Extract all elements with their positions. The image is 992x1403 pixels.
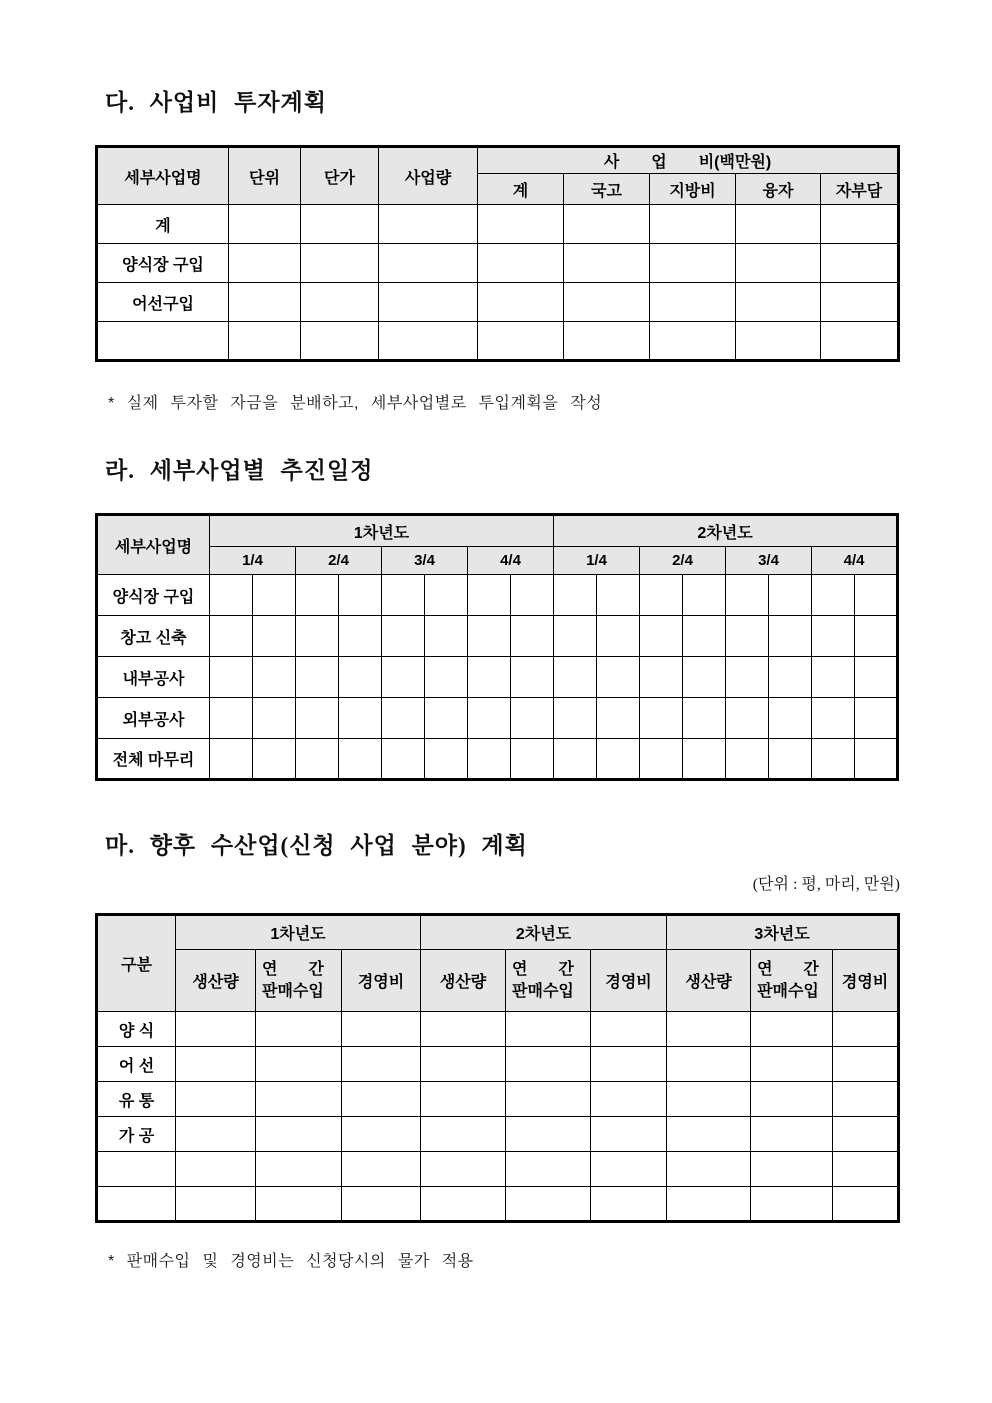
schedule-table (95, 513, 899, 781)
row-label: 어선구입 (97, 283, 229, 322)
empty-cell (833, 1047, 899, 1082)
empty-cell (640, 739, 683, 780)
empty-cell (855, 657, 898, 698)
empty-cell (640, 698, 683, 739)
empty-cell (468, 739, 511, 780)
empty-cell (833, 1012, 899, 1047)
row-label: 내부공사 (97, 657, 210, 698)
empty-cell (855, 575, 898, 616)
empty-cell (640, 616, 683, 657)
empty-cell (229, 205, 301, 244)
empty-cell (210, 575, 253, 616)
empty-cell (478, 322, 564, 361)
empty-cell (736, 244, 821, 283)
empty-cell (296, 698, 339, 739)
empty-cell (342, 1187, 421, 1222)
empty-cell (421, 1187, 506, 1222)
empty-cell (564, 244, 650, 283)
col-header-category: 구분 (97, 915, 176, 1012)
empty-cell (421, 1082, 506, 1117)
col-header-unit: 단위 (229, 147, 301, 205)
table-header-row (97, 547, 898, 575)
empty-cell (511, 616, 554, 657)
empty-cell (736, 283, 821, 322)
annual-income-label (262, 959, 324, 1002)
col-header-cost-total: 계 (478, 174, 564, 205)
table-row (97, 322, 899, 361)
empty-cell (176, 1047, 256, 1082)
table-header-row (97, 915, 899, 950)
col-header-year-3: 3차년도 (667, 915, 899, 950)
empty-cell (812, 698, 855, 739)
col-header-year-2: 2차년도 (421, 915, 667, 950)
empty-cell (597, 657, 640, 698)
empty-cell (301, 244, 379, 283)
col-header-cost-local: 지방비 (650, 174, 736, 205)
empty-cell (751, 1082, 833, 1117)
empty-cell (256, 1187, 342, 1222)
empty-cell (597, 739, 640, 780)
empty-cell (176, 1187, 256, 1222)
annual-income-word-1: 연 (262, 960, 278, 978)
unit-note: (단위 : 평, 마리, 만원) (752, 876, 900, 893)
empty-cell (726, 616, 769, 657)
col-header-annual-income (506, 950, 591, 1012)
empty-cell (769, 616, 812, 657)
empty-cell (382, 698, 425, 739)
empty-cell (382, 739, 425, 780)
empty-cell (342, 1082, 421, 1117)
empty-cell (591, 1012, 667, 1047)
col-header-quarter: 1/4 (210, 547, 296, 575)
empty-cell (812, 616, 855, 657)
empty-cell (342, 1012, 421, 1047)
annual-income-word-2: 간 (558, 960, 574, 978)
empty-cell (468, 616, 511, 657)
empty-cell (506, 1047, 591, 1082)
annual-income-word-3: 판매수입 (757, 982, 819, 1000)
empty-cell (650, 205, 736, 244)
empty-cell (667, 1117, 751, 1152)
empty-cell (683, 616, 726, 657)
empty-cell (812, 739, 855, 780)
table-row (97, 283, 899, 322)
row-label: 양 식 (97, 1012, 176, 1047)
col-header-cost-self: 자부담 (821, 174, 899, 205)
table-row (97, 1012, 899, 1047)
col-header-cost-national: 국고 (564, 174, 650, 205)
empty-cell (342, 1047, 421, 1082)
col-header-quarter: 2/4 (640, 547, 726, 575)
empty-cell (256, 1082, 342, 1117)
row-label (97, 322, 229, 361)
empty-cell (821, 283, 899, 322)
row-label: 전체 마무리 (97, 739, 210, 780)
empty-cell (379, 322, 478, 361)
table-header-row (97, 515, 898, 547)
table-row (97, 1117, 899, 1152)
col-header-volume: 사업량 (379, 147, 478, 205)
empty-cell (812, 575, 855, 616)
col-header-quarter: 4/4 (812, 547, 898, 575)
col-header-year-1: 1차년도 (210, 515, 554, 547)
empty-cell (176, 1012, 256, 1047)
empty-cell (382, 657, 425, 698)
empty-cell (339, 657, 382, 698)
empty-cell (554, 657, 597, 698)
section-title-future-plan: 마. 향후 수산업(신청 사업 분야) 계획 (105, 833, 528, 858)
empty-cell (591, 1047, 667, 1082)
table-row (97, 205, 899, 244)
empty-cell (833, 1117, 899, 1152)
col-header-management-cost: 경영비 (833, 950, 899, 1012)
col-header-year-1: 1차년도 (176, 915, 421, 950)
empty-cell (736, 322, 821, 361)
empty-cell (511, 575, 554, 616)
row-label: 계 (97, 205, 229, 244)
empty-cell (296, 657, 339, 698)
empty-cell (769, 575, 812, 616)
table-row (97, 1047, 899, 1082)
row-label: 창고 신축 (97, 616, 210, 657)
empty-cell (683, 698, 726, 739)
investment-table (95, 145, 900, 362)
empty-cell (769, 698, 812, 739)
empty-cell (683, 657, 726, 698)
empty-cell (683, 575, 726, 616)
empty-cell (210, 739, 253, 780)
empty-cell (511, 739, 554, 780)
row-label (97, 1152, 176, 1187)
empty-cell (506, 1012, 591, 1047)
table-row (97, 1082, 899, 1117)
col-header-quarter: 4/4 (468, 547, 554, 575)
table-row (97, 739, 898, 780)
empty-cell (591, 1152, 667, 1187)
empty-cell (751, 1187, 833, 1222)
empty-cell (421, 1047, 506, 1082)
col-header-quarter: 1/4 (554, 547, 640, 575)
empty-cell (821, 322, 899, 361)
empty-cell (726, 698, 769, 739)
empty-cell (769, 739, 812, 780)
empty-cell (751, 1117, 833, 1152)
empty-cell (564, 322, 650, 361)
empty-cell (379, 283, 478, 322)
empty-cell (506, 1152, 591, 1187)
empty-cell (591, 1187, 667, 1222)
row-label (97, 1187, 176, 1222)
empty-cell (296, 616, 339, 657)
empty-cell (296, 739, 339, 780)
empty-cell (229, 244, 301, 283)
empty-cell (253, 616, 296, 657)
empty-cell (229, 283, 301, 322)
annual-income-label (512, 959, 574, 1002)
col-header-annual-income (256, 950, 342, 1012)
empty-cell (667, 1082, 751, 1117)
empty-cell (597, 575, 640, 616)
col-header-quarter: 3/4 (382, 547, 468, 575)
empty-cell (650, 322, 736, 361)
empty-cell (506, 1117, 591, 1152)
empty-cell (425, 657, 468, 698)
annual-income-word-1: 연 (512, 960, 528, 978)
table-row (97, 244, 899, 283)
empty-cell (511, 657, 554, 698)
empty-cell (339, 575, 382, 616)
col-header-production: 생산량 (176, 950, 256, 1012)
row-label: 어 선 (97, 1047, 176, 1082)
empty-cell (591, 1117, 667, 1152)
table-header-row (97, 950, 899, 1012)
empty-cell (751, 1012, 833, 1047)
empty-cell (667, 1152, 751, 1187)
empty-cell (554, 739, 597, 780)
empty-cell (855, 698, 898, 739)
col-header-project-name: 세부사업명 (97, 515, 210, 575)
empty-cell (339, 698, 382, 739)
annual-income-word-3: 판매수입 (262, 982, 324, 1000)
empty-cell (421, 1012, 506, 1047)
empty-cell (253, 698, 296, 739)
row-label: 양식장 구입 (97, 244, 229, 283)
empty-cell (210, 616, 253, 657)
footnote-future-plan: * 판매수입 및 경영비는 신청당시의 물가 적용 (108, 1253, 474, 1270)
empty-cell (256, 1117, 342, 1152)
empty-cell (301, 205, 379, 244)
empty-cell (726, 575, 769, 616)
empty-cell (683, 739, 726, 780)
col-header-cost-group: 사 업 비(백만원) (478, 147, 899, 174)
empty-cell (425, 698, 468, 739)
empty-cell (339, 739, 382, 780)
col-header-cost-loan: 융자 (736, 174, 821, 205)
annual-income-label (757, 959, 819, 1002)
empty-cell (301, 322, 379, 361)
empty-cell (339, 616, 382, 657)
empty-cell (751, 1047, 833, 1082)
col-header-management-cost: 경영비 (342, 950, 421, 1012)
empty-cell (769, 657, 812, 698)
empty-cell (812, 657, 855, 698)
empty-cell (751, 1152, 833, 1187)
empty-cell (554, 698, 597, 739)
table-header-row (97, 147, 899, 174)
empty-cell (382, 575, 425, 616)
empty-cell (296, 575, 339, 616)
future-plan-table (95, 913, 900, 1223)
empty-cell (468, 575, 511, 616)
table-row (97, 575, 898, 616)
table-row (97, 1152, 899, 1187)
col-header-project-name: 세부사업명 (97, 147, 229, 205)
section-title-schedule: 라. 세부사업별 추진일정 (105, 458, 374, 483)
col-header-year-2: 2차년도 (554, 515, 898, 547)
empty-cell (855, 739, 898, 780)
empty-cell (821, 205, 899, 244)
empty-cell (833, 1152, 899, 1187)
row-label: 외부공사 (97, 698, 210, 739)
empty-cell (425, 616, 468, 657)
empty-cell (640, 575, 683, 616)
empty-cell (726, 739, 769, 780)
empty-cell (564, 205, 650, 244)
empty-cell (468, 698, 511, 739)
footnote-investment: * 실제 투자할 자금을 분배하고, 세부사업별로 투입계획을 작성 (108, 395, 603, 412)
table-row (97, 1187, 899, 1222)
empty-cell (229, 322, 301, 361)
empty-cell (342, 1152, 421, 1187)
col-header-management-cost: 경영비 (591, 950, 667, 1012)
empty-cell (342, 1117, 421, 1152)
empty-cell (256, 1012, 342, 1047)
empty-cell (855, 616, 898, 657)
row-label: 양식장 구입 (97, 575, 210, 616)
empty-cell (256, 1152, 342, 1187)
empty-cell (176, 1117, 256, 1152)
empty-cell (379, 205, 478, 244)
empty-cell (667, 1012, 751, 1047)
empty-cell (256, 1047, 342, 1082)
empty-cell (597, 698, 640, 739)
empty-cell (425, 739, 468, 780)
empty-cell (425, 575, 468, 616)
empty-cell (210, 698, 253, 739)
table-row (97, 698, 898, 739)
table-row (97, 616, 898, 657)
empty-cell (253, 575, 296, 616)
empty-cell (210, 657, 253, 698)
annual-income-word-2: 간 (803, 960, 819, 978)
empty-cell (478, 205, 564, 244)
empty-cell (478, 244, 564, 283)
annual-income-word-3: 판매수입 (512, 982, 574, 1000)
empty-cell (176, 1152, 256, 1187)
empty-cell (301, 283, 379, 322)
empty-cell (506, 1082, 591, 1117)
empty-cell (821, 244, 899, 283)
row-label: 유 통 (97, 1082, 176, 1117)
annual-income-word-2: 간 (308, 960, 324, 978)
empty-cell (382, 616, 425, 657)
col-header-quarter: 2/4 (296, 547, 382, 575)
empty-cell (591, 1082, 667, 1117)
empty-cell (650, 244, 736, 283)
empty-cell (650, 283, 736, 322)
col-header-quarter: 3/4 (726, 547, 812, 575)
empty-cell (667, 1047, 751, 1082)
empty-cell (511, 698, 554, 739)
empty-cell (253, 739, 296, 780)
col-header-unit-price: 단가 (301, 147, 379, 205)
empty-cell (176, 1082, 256, 1117)
empty-cell (468, 657, 511, 698)
empty-cell (667, 1187, 751, 1222)
empty-cell (640, 657, 683, 698)
empty-cell (564, 283, 650, 322)
table-row (97, 657, 898, 698)
empty-cell (554, 575, 597, 616)
col-header-production: 생산량 (421, 950, 506, 1012)
empty-cell (833, 1187, 899, 1222)
empty-cell (506, 1187, 591, 1222)
empty-cell (478, 283, 564, 322)
empty-cell (253, 657, 296, 698)
empty-cell (597, 616, 640, 657)
empty-cell (379, 244, 478, 283)
col-header-annual-income (751, 950, 833, 1012)
col-header-production: 생산량 (667, 950, 751, 1012)
empty-cell (736, 205, 821, 244)
empty-cell (726, 657, 769, 698)
row-label: 가 공 (97, 1117, 176, 1152)
empty-cell (421, 1117, 506, 1152)
empty-cell (554, 616, 597, 657)
annual-income-word-1: 연 (757, 960, 773, 978)
empty-cell (421, 1152, 506, 1187)
empty-cell (833, 1082, 899, 1117)
section-title-investment-plan: 다. 사업비 투자계획 (105, 90, 327, 115)
